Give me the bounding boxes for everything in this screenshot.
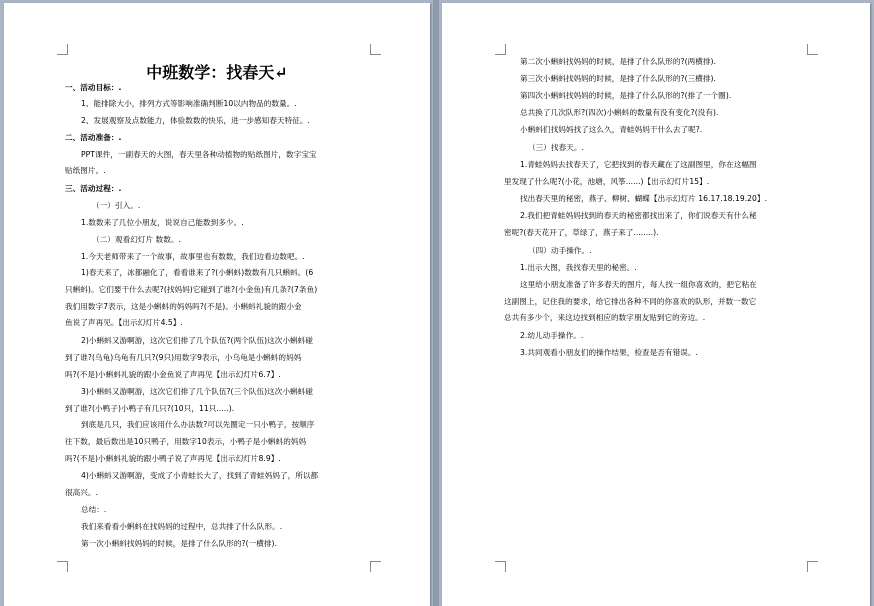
text-line[interactable]: 只蝌蚪)。它们要干什么去呢?(找妈妈)它碰到了谁?(小金鱼)有几条?(7条鱼): [65, 285, 318, 294]
text-line[interactable]: 我们来看看小蝌蚪在找妈妈的过程中，总共排了什么队形。.: [81, 522, 283, 531]
page-gap-bar: [433, 0, 439, 606]
text-line[interactable]: 2、发展观察及点数能力，体验数数的快乐，进一步感知春天特征。.: [81, 116, 311, 125]
text-line[interactable]: 3)小蝌蚪又游啊游，这次它们排了几个队伍?(三个队伍)这次小蝌蚪碰: [81, 387, 314, 396]
text-line[interactable]: 2.我们把青蛙妈妈找到的春天的秘密都找出来了，你们说春天有什么秘: [520, 211, 757, 220]
margin-corner-bottom-left: [57, 561, 68, 572]
text-line[interactable]: 吗?(不是)小蝌蚪礼貌的跟小鸭子说了声再见【出示幻灯片8.9】.: [65, 454, 281, 463]
text-line[interactable]: 找出春天里的秘密，燕子、柳树、蝴蝶【出示幻灯片 16.17.18.19.20】.: [520, 194, 768, 203]
margin-corner-top-left: [495, 44, 506, 55]
text-line[interactable]: 这里给小朋友准备了许多春天的图片，每人找一组你喜欢的，把它粘在: [520, 280, 757, 289]
document-title[interactable]: 中班数学：找春天↵: [146, 63, 288, 82]
margin-corner-top-right: [807, 44, 818, 55]
text-line[interactable]: （一）引入。.: [92, 201, 141, 210]
margin-corner-bottom-right: [807, 561, 818, 572]
text-line[interactable]: （三）找春天。.: [528, 143, 584, 152]
margin-corner-top-left: [57, 44, 68, 55]
text-line[interactable]: 到了谁?(小鸭子)小鸭子有几只?(10只，11只.....).: [65, 404, 235, 413]
text-line[interactable]: 里发现了什么呢?(小花，池塘，风筝......)【出示幻灯片15】.: [504, 177, 710, 186]
text-line[interactable]: 往下数，最后数出是10只鸭子，用数字10表示，小鸭子是小蝌蚪的妈妈: [65, 437, 307, 446]
text-line[interactable]: 1.出示大图，我找春天里的秘密。.: [520, 263, 637, 272]
text-line[interactable]: 二、活动准备：.: [65, 133, 122, 142]
text-line[interactable]: 1)春天来了，冰都融化了，看看谁来了?(小蝌蚪)数数有几只蝌蚪。(6: [81, 268, 314, 277]
text-line[interactable]: 第一次小蝌蚪找妈妈的时候，是排了什么队形的?(一横排).: [81, 539, 278, 548]
text-line[interactable]: 1.今天老师带来了一个故事，故事里也有数数，我们边看边数吧。.: [81, 252, 305, 261]
text-line[interactable]: 密呢?(春天花开了，草绿了，燕子来了........).: [504, 228, 659, 237]
text-line[interactable]: 1.青蛙妈妈去找春天了，它把找到的春天藏在了这副图里，你在这幅图: [520, 160, 757, 169]
document-page-2[interactable]: [442, 3, 870, 606]
margin-corner-bottom-right: [370, 561, 381, 572]
text-line[interactable]: 第四次小蝌蚪找妈妈的时候，是排了什么队形的?(排了一个圈).: [520, 91, 732, 100]
text-line[interactable]: PPT课件，一副春天的大图，春天里各种动植物的贴纸图片，数字宝宝: [81, 150, 317, 159]
text-line[interactable]: 总共换了几次队形?(四次)小蝌蚪的数量有没有变化?(没有).: [520, 108, 719, 117]
text-line[interactable]: 1.数数来了几位小朋友，说说自己能数到多少。.: [81, 218, 244, 227]
text-line[interactable]: 我们用数字7表示，这是小蝌蚪的妈妈吗?(不是)。小蝌蚪礼貌的跟小金: [65, 302, 302, 311]
text-line[interactable]: 到了谁?(乌龟)乌龟有几只?(9只)用数字9表示，小乌龟是小蝌蚪的妈妈: [65, 353, 302, 362]
text-line[interactable]: 2)小蝌蚪又游啊游，这次它们排了几个队伍?(两个队伍)这次小蝌蚪碰: [81, 336, 314, 345]
text-line[interactable]: 吗?(不是)小蝌蚪礼貌的跟小金鱼说了声再见【出示幻灯片6.7】.: [65, 370, 281, 379]
text-line[interactable]: 总结：.: [81, 505, 107, 514]
text-line[interactable]: 小蝌蚪们找妈妈找了这么久，青蛙妈妈干什么去了呢?.: [520, 125, 703, 134]
text-line[interactable]: 2.幼儿动手操作。.: [520, 331, 584, 340]
text-line[interactable]: 鱼说了声再见。【出示幻灯片4.5】.: [65, 318, 183, 327]
text-line[interactable]: 很高兴。.: [65, 488, 99, 497]
text-line[interactable]: （二）观看幻灯片 数数。.: [92, 235, 182, 244]
document-page-1[interactable]: [4, 3, 430, 606]
text-line[interactable]: 1、能排除大小，排列方式等影响准确判断10以内物品的数量。.: [81, 99, 297, 108]
text-line[interactable]: 到底是几只，我们应该用什么办法数?可以先圈定一只小鸭子，按顺序: [81, 420, 315, 429]
text-line[interactable]: 这副图上，记住我的要求，给它排出各种不同的你喜欢的队形，并数一数它: [504, 297, 757, 306]
text-line[interactable]: 第三次小蝌蚪找妈妈的时候，是排了什么队形的?(三横排).: [520, 74, 717, 83]
margin-corner-top-right: [370, 44, 381, 55]
text-line[interactable]: 3.共同观看小朋友们的操作结果，检查是否有错误。.: [520, 348, 698, 357]
text-line[interactable]: 4)小蝌蚪又游啊游，变成了小青蛙长大了，找到了青蛙妈妈了，所以都: [81, 471, 319, 480]
text-line[interactable]: （四）动手操作。.: [528, 246, 592, 255]
text-line[interactable]: 贴纸图片。.: [65, 166, 106, 175]
text-line[interactable]: 第二次小蝌蚪找妈妈的时候，是排了什么队形的?(两横排).: [520, 57, 717, 66]
margin-corner-bottom-left: [495, 561, 506, 572]
text-line[interactable]: 三、活动过程：.: [65, 184, 122, 193]
text-line[interactable]: 总共有多少个，来这边找到相应的数字朋友贴到它的旁边。.: [504, 313, 706, 322]
text-line[interactable]: 一、活动目标：.: [65, 83, 122, 92]
